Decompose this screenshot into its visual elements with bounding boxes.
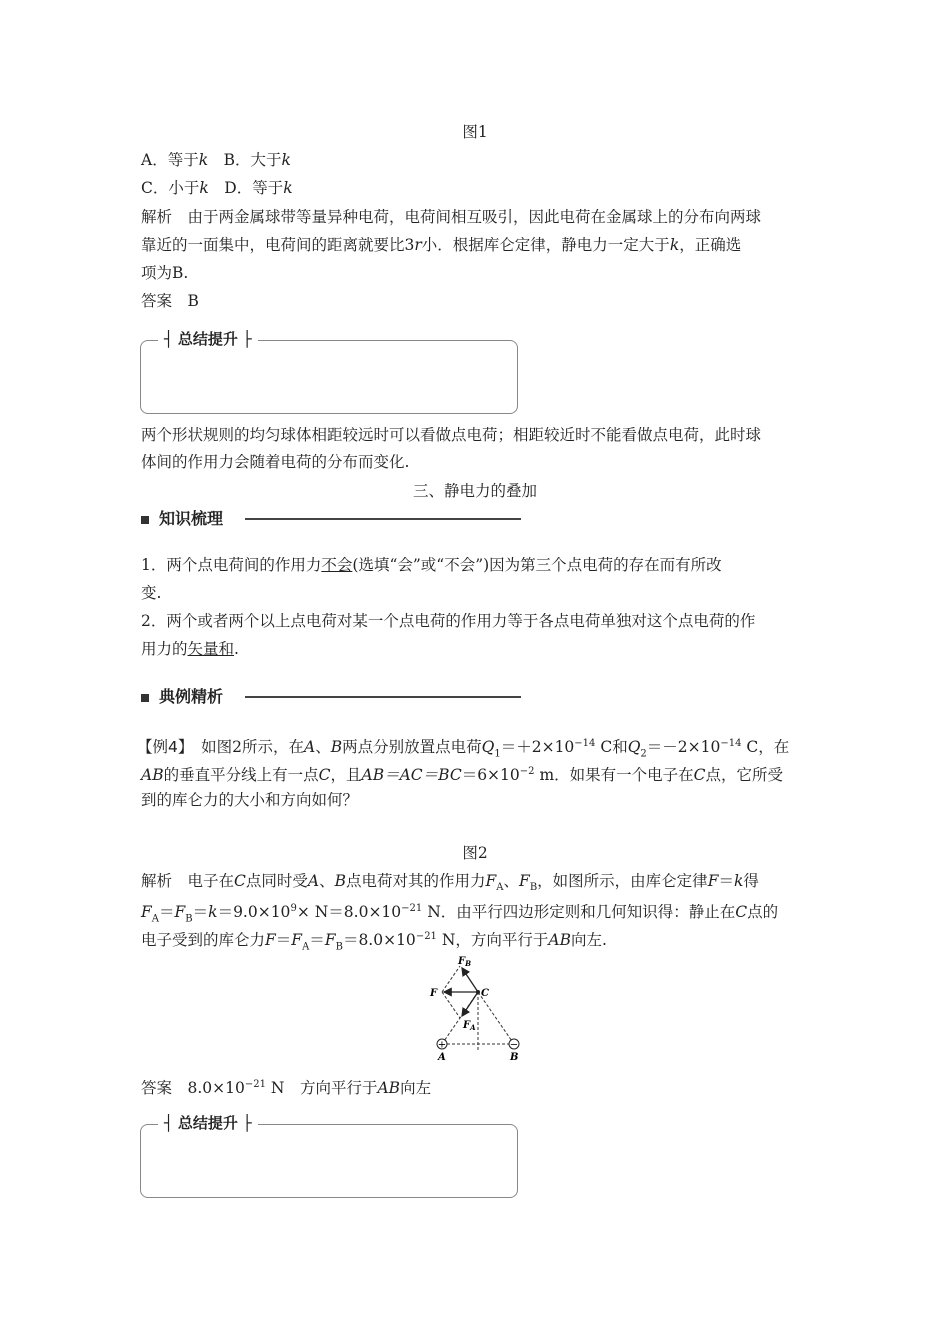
point-c <box>476 990 480 994</box>
analysis1-line3: 项为B. <box>141 264 189 282</box>
knowledge-item2-cont: 用力的矢量和. <box>141 640 239 658</box>
example4-line1: 【例4】 如图2所示，在A、B两点分别放置点电荷$Q_1=+2\times 10^{-14}$ C和$Q_2=-2\times 10^{-14}$ C，在 <box>137 738 790 760</box>
analysis2-line3: 电子受到的库仑力$F=F_A=F_B=8.0\times 10^{-21}$ N，方向平行于AB向左. <box>141 931 607 953</box>
summary-text-line2: 体间的作用力会随着电荷的分布而变化. <box>141 453 410 471</box>
section3-title: 三、静电力的叠加 <box>412 482 537 500</box>
answer2: 答案 $8.0\times 10^{-21}$ N 方向平行于AB向左 <box>141 1079 432 1098</box>
analysis2-line1: 解析 电子在C点同时受A、B点电荷对其的作用力$F_A$、$F_B$，如图所示，由库仑定律F＝k得 <box>141 872 759 894</box>
plus-sign: + <box>437 1039 447 1051</box>
label-c: C <box>481 988 489 999</box>
summary-text-line1: 两个形状规则的均匀球体相距较远时可以看做点电荷；相距较近时不能看做点电荷，此时球 <box>141 426 762 444</box>
summary-box-1 <box>140 340 518 414</box>
force-arrow-fa <box>462 992 478 1016</box>
knowledge-item1-cont: 变. <box>141 584 162 602</box>
options-line-1: A．等于k B．大于k <box>141 151 291 169</box>
summary-box-2 <box>140 1124 518 1198</box>
knowledge-item1: 1．两个点电荷间的作用力不会(选填“会”或“不会”)因为第三个点电荷的存在而有所改 <box>141 556 722 574</box>
analysis2-line2: $F_A=F_B=k=9.0\times 10^9\times N=8.0\times 10^{-21}$ N．由平行四边形定则和几何知识得：静止在C点的 <box>141 903 779 925</box>
summary-title-2: ┤ 总结提升 ├ <box>158 1114 258 1132</box>
knowledge-header: 知识梳理 <box>141 509 223 529</box>
answer1: 答案 B <box>141 292 199 310</box>
example-tag: 【例4】 <box>137 738 186 757</box>
option-b: B．大于 <box>208 151 282 169</box>
force-diagram <box>420 952 530 1064</box>
divider <box>245 518 521 520</box>
option-a: A．等于 <box>141 151 199 169</box>
option-c: C．小于 <box>141 179 200 197</box>
analysis1-line1: 解析 由于两金属球带等量异种电荷，电荷间相互吸引，因此电荷在金属球上的分布向两球 <box>141 208 762 226</box>
label-fa: $F_A$ <box>463 1020 476 1032</box>
square-bullet-icon <box>141 694 149 702</box>
fig2-caption: 图2 <box>462 844 488 862</box>
label-f: F <box>430 988 438 999</box>
label-fb: $F_B$ <box>458 956 472 968</box>
label-b: B <box>510 1052 519 1063</box>
dashed-line-bc <box>478 992 514 1044</box>
force-arrow-fb <box>462 968 478 992</box>
dashed-parallelogram-bottom <box>442 992 460 1018</box>
example4-line3: 到的库仑力的大小和方向如何？ <box>141 791 359 809</box>
example4-line2: AB的垂直平分线上有一点C，且$AB=AC=BC=6\times 10^{-2}$ m．如果有一个电子在C点，它所受 <box>141 766 784 785</box>
example-header: 典例精析 <box>141 687 223 707</box>
minus-sign: − <box>509 1039 519 1051</box>
summary-title-1: ┤ 总结提升 ├ <box>158 330 258 348</box>
analysis1-line2: 靠近的一面集中，电荷间的距离就要比3r小．根据库仑定律，静电力一定大于k，正确选 <box>141 236 742 254</box>
options-line-2: C．小于k D．等于k <box>141 179 293 197</box>
fig1-caption: 图1 <box>462 123 488 141</box>
dashed-parallelogram-top <box>442 966 460 992</box>
option-d: D．等于 <box>208 179 284 197</box>
knowledge-item2: 2．两个或者两个以上点电荷对某一个点电荷的作用力等于各点电荷单独对这个点电荷的作 <box>141 612 756 630</box>
divider <box>245 696 521 698</box>
square-bullet-icon <box>141 516 149 524</box>
label-a: A <box>438 1052 446 1063</box>
